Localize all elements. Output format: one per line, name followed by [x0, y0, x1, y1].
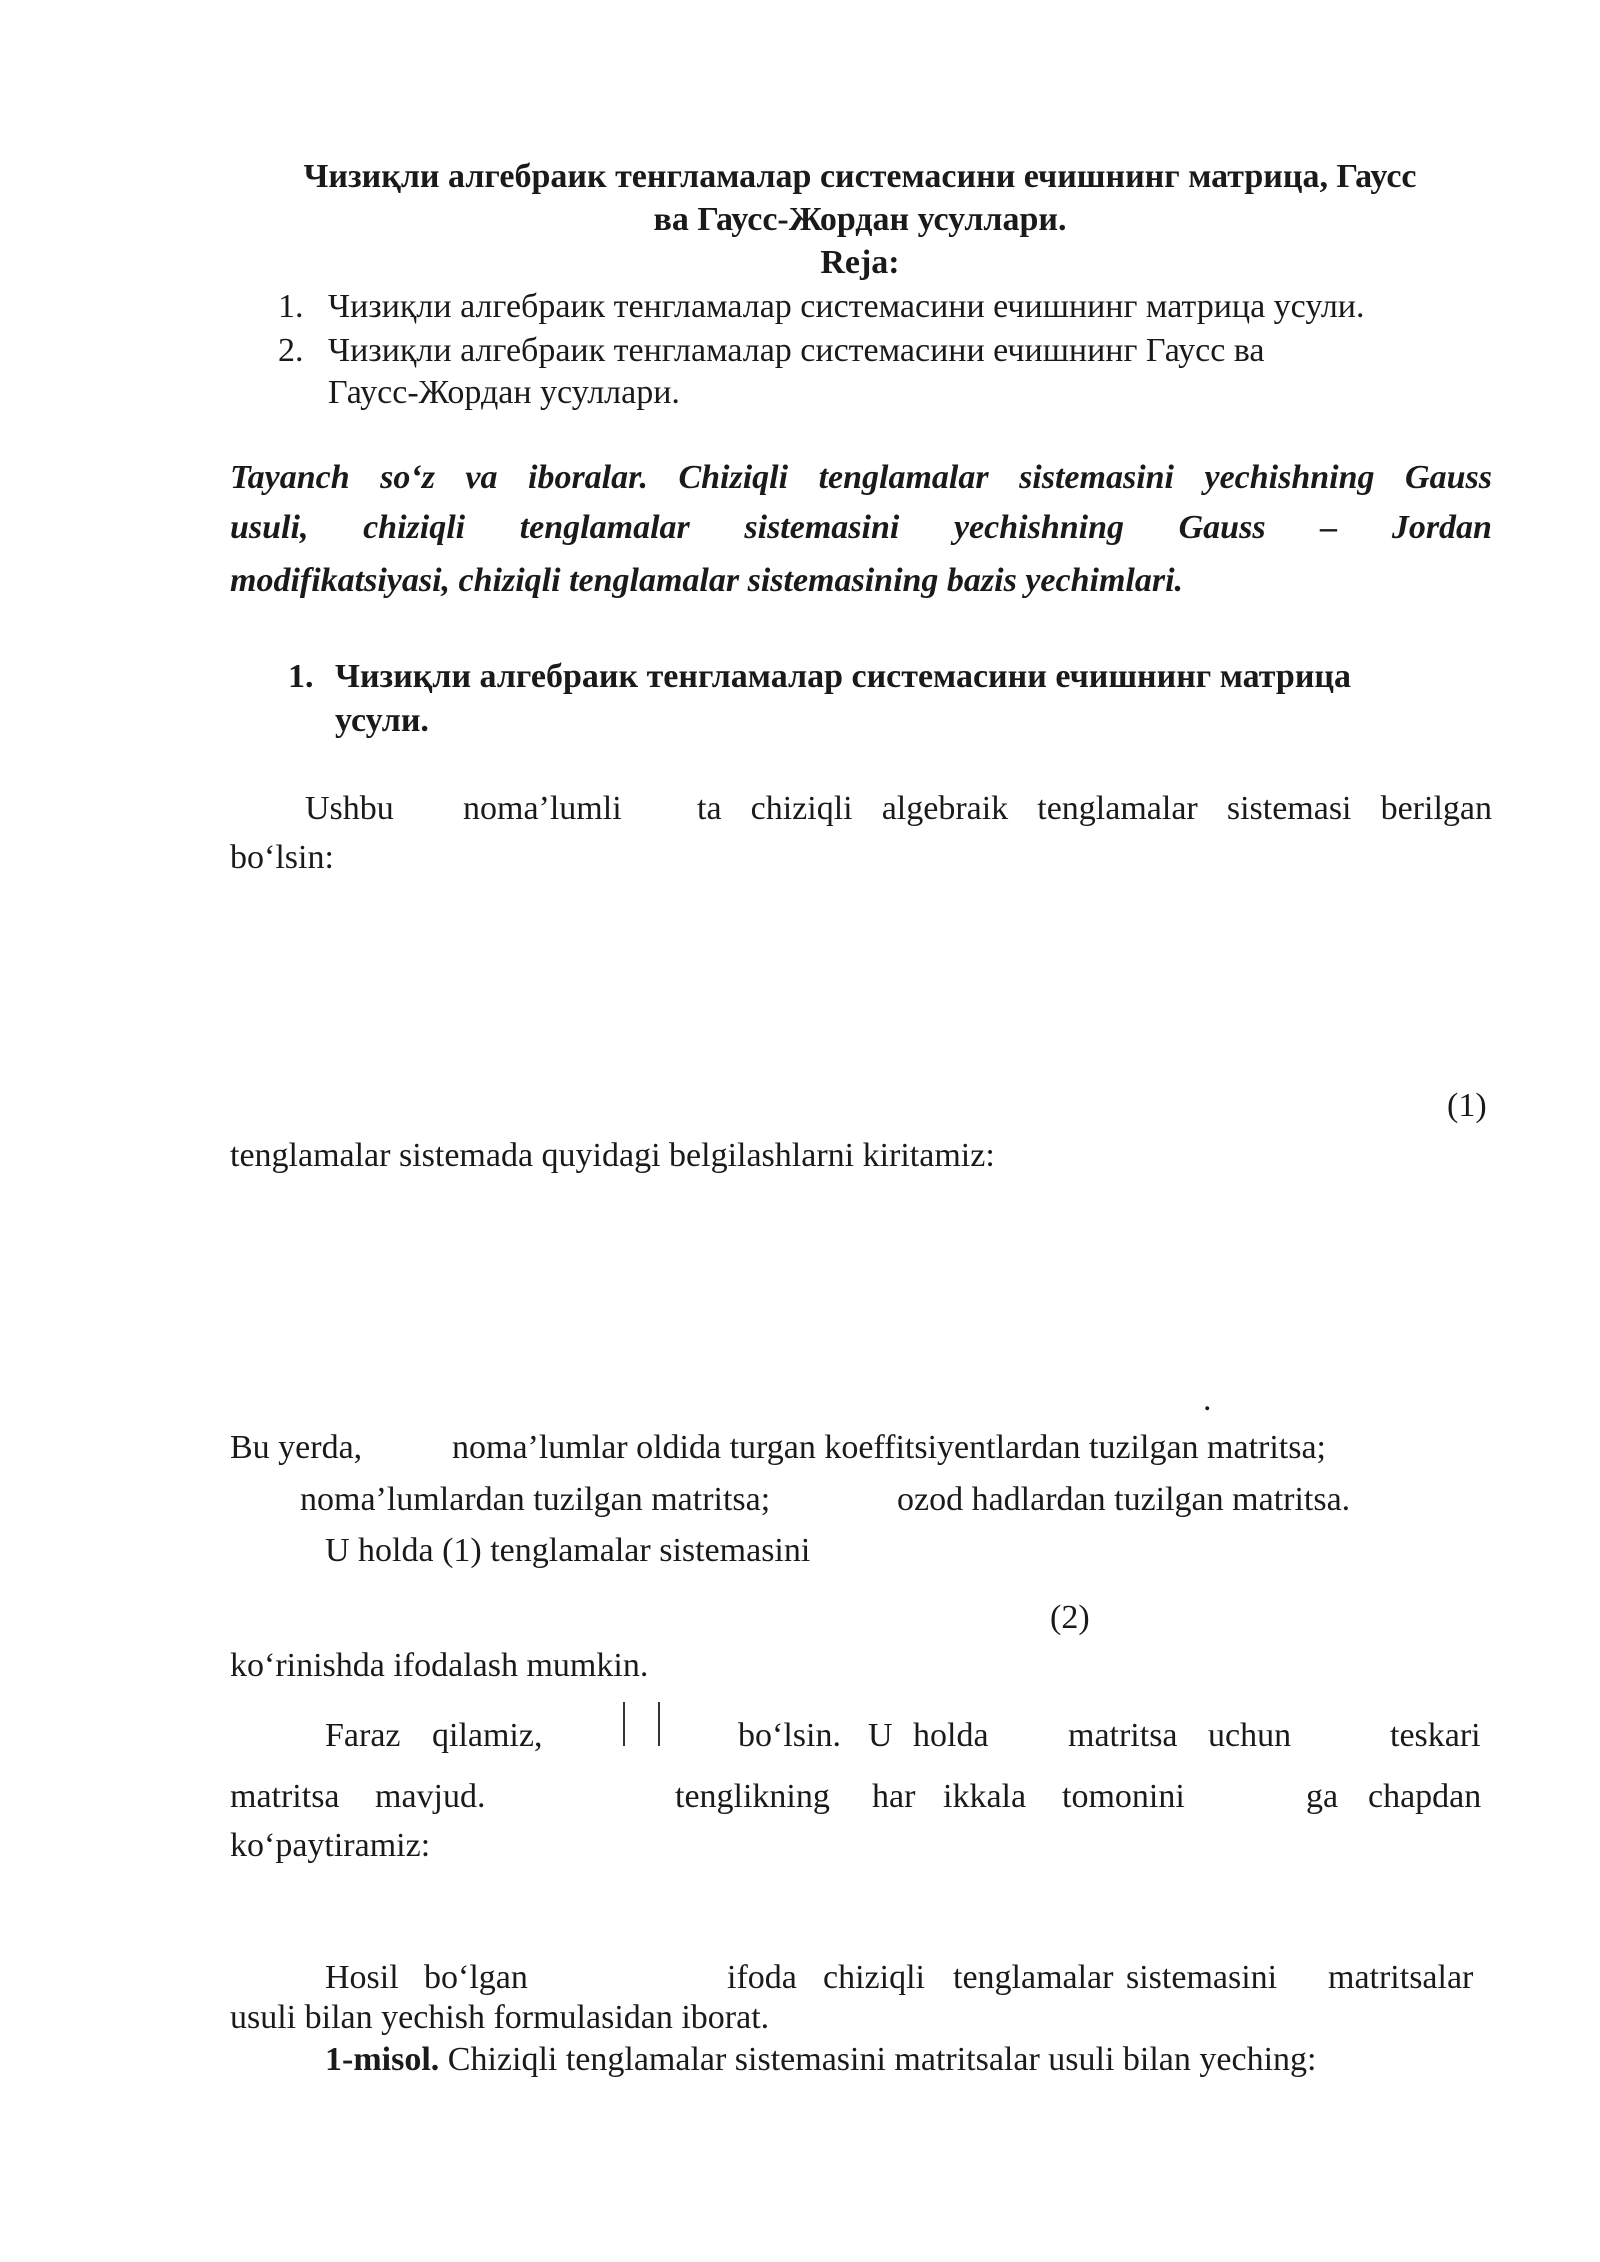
example-1-text: Chiziqli tenglamalar sistemasini matritsalar usuli bilan yeching: — [439, 2041, 1317, 2078]
kw-word: sistemasini — [744, 509, 900, 546]
kw-word: iboralar. — [528, 459, 648, 496]
kw-word: tenglamalar — [818, 459, 989, 496]
kw-word: yechishning — [953, 509, 1124, 546]
example-1 — [325, 2040, 1316, 2080]
p9-word: matritsalar — [1328, 1959, 1474, 1996]
p8-word: matritsa — [230, 1778, 340, 1815]
determinant-bar-right — [658, 1702, 660, 1746]
kw-word: Gauss — [1405, 459, 1492, 496]
p9-word: Hosil — [325, 1959, 399, 1996]
kw-word: usuli, — [230, 509, 309, 546]
plan-item-1-text: Чизиқли алгебраик тенгламалар системасини ечишнинг матрица усули. — [328, 288, 1365, 325]
keywords-line-3: modifikatsiyasi, chiziqli tenglamalar sistemasining bazis yechimlari. — [230, 562, 1184, 599]
p7-word: qilamiz, — [432, 1717, 543, 1754]
kw-word: – — [1320, 509, 1338, 546]
p7-word: bo‘lsin. — [738, 1717, 841, 1754]
p3-start: Bu yerda, — [230, 1429, 363, 1466]
p1-rest: ta chiziqli algebraik tenglamalar sistemasi berilgan — [697, 790, 1492, 827]
p7-word: matritsa — [1068, 1717, 1178, 1754]
equation-1-label: (1) — [1447, 1087, 1487, 1124]
p8-word: tenglikning — [675, 1778, 830, 1815]
p4-rest: ozod hadlardan tuzilgan matritsa. — [897, 1481, 1351, 1518]
p3-rest: noma’lumlar oldida turgan koeffitsiyentlardan tuzilgan matritsa; — [452, 1429, 1327, 1466]
plan-heading: Reja: — [820, 244, 900, 281]
p1-word-ushbu: Ushbu — [305, 790, 394, 827]
p9-word: bo‘lgan — [424, 1959, 528, 1996]
kw-word: Jordan — [1391, 509, 1492, 546]
plan-item-1-number: 1. — [278, 288, 304, 325]
kw-word: Chiziqli — [678, 459, 789, 496]
title-line-1: Чизиқли алгебраик тенгламалар системасини ечишнинг матрица, Гаусс — [303, 158, 1417, 195]
section-1-heading-cont: усули. — [335, 702, 429, 739]
p9-word: chiziqli — [823, 1959, 925, 1996]
plan-item-2-text: Чизиқли алгебраик тенгламалар системасини ечишнинг Гаусс ва — [328, 332, 1265, 369]
keywords-line-1 — [230, 458, 1492, 498]
p8-word: chapdan — [1368, 1778, 1482, 1815]
p8-word: har — [872, 1778, 916, 1815]
kw-word: so‘z — [380, 459, 435, 496]
p8-word: tomonini — [1062, 1778, 1185, 1815]
section-1-number: 1. — [288, 658, 314, 695]
determinant-bar-left — [623, 1702, 625, 1746]
plan-item-2-text-cont: Гаусс-Жордан усуллари. — [328, 374, 680, 411]
kw-word: chiziqli — [363, 509, 466, 546]
kw-word: Gauss — [1178, 509, 1266, 546]
p8-word: ikkala — [943, 1778, 1027, 1815]
section-1-heading: Чизиқли алгебраик тенгламалар системасини ечишнинг матрица — [335, 658, 1351, 695]
kw-word: Tayanch — [230, 459, 350, 496]
kw-word: sistemasini — [1019, 459, 1175, 496]
p7-word: U — [868, 1717, 893, 1754]
p9-line2: usuli bilan yechish formulasidan iborat. — [230, 1999, 770, 2036]
keywords-line-2 — [230, 508, 1492, 548]
plan-item-2-number: 2. — [278, 332, 304, 369]
p8-line2: ko‘paytiramiz: — [230, 1827, 431, 1864]
p8-word: mavjud. — [375, 1778, 486, 1815]
p9-word: sistemasini — [1126, 1959, 1278, 1996]
p7-word: teskari — [1390, 1717, 1481, 1754]
equation-2-label: (2) — [1050, 1599, 1090, 1636]
p7-word: uchun — [1208, 1717, 1292, 1754]
p7-word: holda — [913, 1717, 989, 1754]
p2: tenglamalar sistemada quyidagi belgilashlarni kiritamiz: — [230, 1137, 995, 1174]
kw-word: va — [465, 459, 498, 496]
p9-word: ifoda — [727, 1959, 797, 1996]
p1-line2: bo‘lsin: — [230, 839, 334, 876]
title-line-2: ва Гаусс-Жордан усуллари. — [653, 201, 1067, 238]
kw-word: yechishning — [1204, 459, 1375, 496]
p5: U holda (1) tenglamalar sistemasini — [325, 1532, 811, 1569]
example-1-label: 1-misol. — [325, 2041, 440, 2078]
p8-word: ga — [1306, 1778, 1339, 1815]
kw-word: tenglamalar — [519, 509, 690, 546]
p4-start: noma’lumlardan tuzilgan matritsa; — [300, 1481, 771, 1518]
p7-word: Faraz — [325, 1717, 401, 1754]
p1-word-nomalumli: noma’lumli — [463, 790, 622, 827]
p6: ko‘rinishda ifodalash mumkin. — [230, 1647, 649, 1684]
p9-word: tenglamalar — [953, 1959, 1114, 1996]
period-mark: . — [1203, 1381, 1212, 1418]
